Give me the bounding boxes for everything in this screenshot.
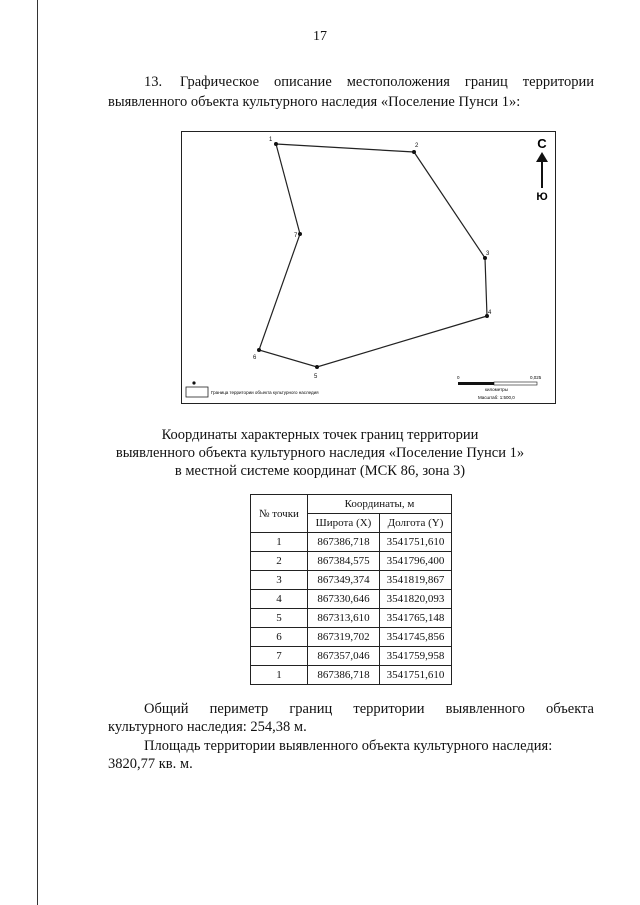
table-row: [251, 571, 452, 590]
compass-north-label: С: [537, 136, 547, 151]
area-line-2: 3820,77 кв. м.: [108, 756, 193, 772]
cell-point-number: 6: [251, 628, 308, 647]
point-label-6: 6: [253, 355, 257, 361]
scale-end-label: 0,025: [530, 375, 542, 380]
compass-south-label: Ю: [536, 191, 548, 203]
cell-x: 867386,718: [308, 533, 380, 552]
boundary-point-2: [412, 150, 416, 154]
section-heading-text: Графическое описание местоположения границ территории выявленного объекта культурного наследия «Поселение Пунси 1»:: [108, 74, 594, 110]
cell-x: 867357,046: [308, 647, 380, 666]
scale-ratio-label: Масштаб: 1:500,0: [478, 395, 515, 400]
boundary-point-6: [257, 348, 261, 352]
coordinates-caption: [0, 426, 640, 480]
point-label-7: 7: [294, 233, 298, 239]
cell-y: 3541745,856: [380, 628, 452, 647]
map-legend: [186, 381, 319, 397]
cell-x: 867384,575: [308, 552, 380, 571]
cell-x: 867386,718: [308, 666, 380, 685]
boundary-point-5: [315, 365, 319, 369]
page-number: 17: [313, 29, 327, 44]
cell-point-number: 1: [251, 533, 308, 552]
legend-boundary-swatch: [186, 387, 208, 397]
cell-point-number: 3: [251, 571, 308, 590]
caption-line-3: в местной системе координат (МСК 86, зона 3): [174, 463, 466, 479]
header-longitude-y: Долгота (Y): [380, 514, 452, 533]
point-label-4: 4: [488, 310, 492, 316]
header-coordinates: Координаты, м: [308, 495, 452, 514]
cell-y: 3541796,400: [380, 552, 452, 571]
area-line-1: Площадь территории выявленного объекта культурного наследия:: [144, 738, 553, 754]
boundary-point-1: [274, 142, 278, 146]
cell-y: 3541759,958: [380, 647, 452, 666]
coordinates-table: [250, 494, 452, 685]
cell-y: 3541819,867: [380, 571, 452, 590]
section-number: 13.: [144, 74, 163, 90]
table-row: [251, 666, 452, 685]
cell-point-number: 7: [251, 647, 308, 666]
point-label-5: 5: [314, 374, 318, 380]
scale-bar-dark: [458, 382, 494, 385]
perimeter-paragraph: [108, 700, 594, 736]
cell-point-number: 5: [251, 609, 308, 628]
table-row: [251, 647, 452, 666]
boundary-map: [181, 131, 556, 404]
cell-x: 867330,646: [308, 590, 380, 609]
point-label-3: 3: [486, 251, 490, 257]
boundary-map-drawing: [182, 132, 555, 403]
table-row: [251, 609, 452, 628]
scale-unit-label: километры: [485, 387, 508, 392]
header-point-number: № точки: [251, 495, 308, 533]
area-paragraph: [108, 737, 594, 773]
point-label-1: 1: [269, 137, 273, 143]
table-header-row: [251, 495, 452, 514]
cell-x: 867349,374: [308, 571, 380, 590]
cell-x: 867313,610: [308, 609, 380, 628]
cell-x: 867319,702: [308, 628, 380, 647]
cell-y: 3541751,610: [380, 533, 452, 552]
table-row: [251, 552, 452, 571]
point-label-2: 2: [415, 143, 419, 149]
scale-start-label: 0: [457, 375, 460, 380]
cell-point-number: 2: [251, 552, 308, 571]
compass-arrowhead-icon: [536, 152, 548, 162]
legend-label: Граница территории объекта культурного наследия: [211, 390, 319, 395]
perimeter-line-2: культурного наследия: 254,38 м.: [108, 719, 307, 735]
legend-point-icon: [192, 381, 195, 384]
caption-line-1: Координаты характерных точек границ территории: [161, 427, 479, 443]
caption-line-2: выявленного объекта культурного наследия «Поселение Пунси 1»: [115, 445, 525, 461]
cell-point-number: 1: [251, 666, 308, 685]
compass-rose: [536, 136, 548, 203]
cell-y: 3541765,148: [380, 609, 452, 628]
perimeter-line-1: Общий периметр границ территории выявленного объекта: [144, 701, 594, 717]
cell-y: 3541751,610: [380, 666, 452, 685]
table-row: [251, 628, 452, 647]
territory-boundary-polygon: [259, 144, 487, 367]
boundary-point-7: [298, 232, 302, 236]
header-latitude-x: Широта (X): [308, 514, 380, 533]
section-heading: [108, 72, 594, 112]
cell-y: 3541820,093: [380, 590, 452, 609]
table-row: [251, 533, 452, 552]
scale-bar-light: [494, 382, 537, 385]
scale-bar: [457, 375, 542, 400]
table-row: [251, 590, 452, 609]
cell-point-number: 4: [251, 590, 308, 609]
